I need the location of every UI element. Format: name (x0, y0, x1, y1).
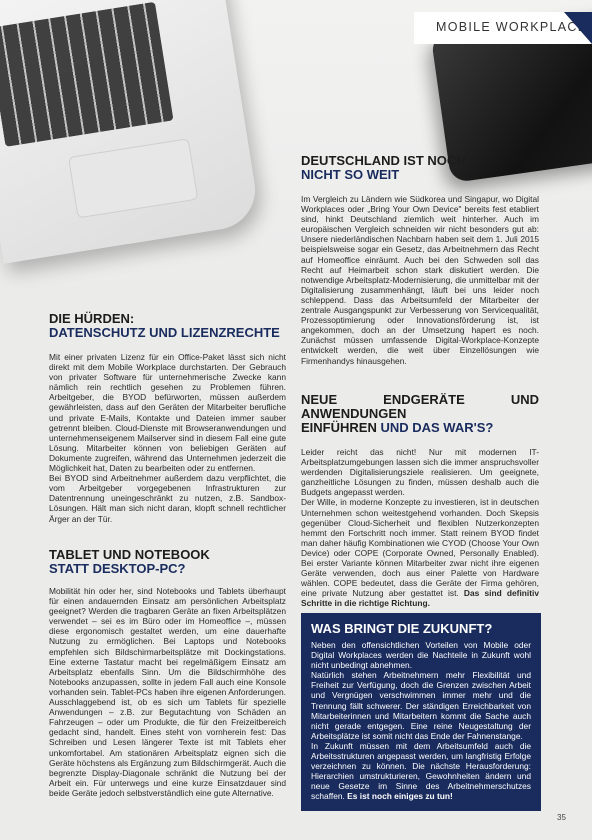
trackpad-image (68, 138, 198, 218)
header-accent-triangle (564, 12, 592, 44)
section-huerden (49, 312, 286, 524)
heading-deutschland: DEUTSCHLAND IST NOCH NICHT SO WEIT (301, 153, 466, 182)
section-endgeraete (301, 393, 539, 609)
paragraph: Mit einer privaten Lizenz für ein Office-Paket lässt sich nicht direkt mit dem Mobile Workplace durchstarten. Der Gebrauch von privater Software für unternehmerische Zwecke kann nämlich rein rechtlich gesehen zu Problemen führen. Arbeitgeber, die BYOD befürworten, müssen außerdem gewährleisten, dass auf den Geräten der Mitarbeiter berufliche und private E-Mails, Kontakte und Dateien immer sauber getrennt bleiben. Cloud-Dienste mit Browseranwendungen und unternehmenseigenem Mailserver sind in diesem Fall eine gute Lösung. Mitarbeiter können von beliebigen Geräten auf Dokumente zugreifen, während das Unternehmen jederzeit die Möglichkeit hat, Daten zu bearbeiten oder zu entfernen. (49, 352, 286, 474)
paragraph: Bei BYOD sind Arbeitnehmer außerdem dazu verpflichtet, die vom Arbeitgeber vorgegebenen Infrastrukturen zur Datentrennung uneingeschränkt zu nutzen, z.B. Sandbox-Lösungen. Hält man sich nicht daran, klopft schnell rechtlicher Ärger an der Tür. (49, 473, 286, 524)
box-paragraph: Natürlich stehen Arbeitnehmern mehr Flexibilität und Freiheit zur Verfügung, doch die Grenzen zwischen Arbeit und Vergnügen verschwimmen immer mehr und die Trennung fällt schwerer. Der ständigen Erreichbarkeit von Mitarbeiterinnen und Mitarbeitern kommt die Sache auch nicht gerade entgegen. Eine reine Neugestaltung der Arbeitsplätze ist somit nicht das Ende der Fahnenstange. (311, 670, 531, 741)
heading-huerden: DIE HÜRDEN: DATENSCHUTZ UND LIZENZRECHTE (49, 311, 280, 340)
section-tablet (49, 548, 286, 798)
box-paragraph: In Zukunft müssen mit dem Arbeitsumfeld auch die Arbeitsstrukturen angepasst werden, um langfristig Erfolge verzeichnen zu können. Die nächste Herausforderung: Hierarchien umstrukturieren, Gewohnheiten ändern und neue Gesetze im Sinne des Arbeitnehmerschutzes schaffen. Es ist noch einiges zu tun! (311, 740, 531, 802)
heading-endgeraete: NEUE ENDGERÄTE UND ANWENDUNGEN EINFÜHREN UND DAS WAR'S? (301, 392, 539, 435)
future-box (301, 613, 541, 811)
paragraph: Mobilität hin oder her, sind Notebooks und Tablets überhaupt für einen andauernden Einsatz am persönlichen Arbeitsplatz geeignet? Werden die tragbaren Geräte an fixen Arbeitsplätzen verwendet – sei es im Büro oder im Homeoffice –, müssen diese ergonomisch gestaltet werden, um eine dauerhafte Nutzung zu ermöglichen. Bei Laptops und Notebooks empfehlen sich Bildschirmarbeitsplätze mit Dockingstations. Eine externe Tastatur macht bei regelmäßigem Einsatz am Arbeitsplatz ebenfalls Sinn. Um die Bildschirmhöhe des Notebooks anzupassen, sollte in jedem Fall auch eine Konsole vorhanden sein. Tablet-PCs haben ihre eigenen Anforderungen. Ausschlaggebend ist, ob es sich um Tablets für spezielle Anwendungen – z.B. zur Begutachtung von Schäden an Fahrzeugen – oder um Produkte, die für den Freizeitbereich gedacht sind, handelt. Eines steht von vornherein fest: Das Schreiben und Lesen längerer Texte ist mit Tablets eher unkomfortabel. Am stationären Arbeitsplatz eignen sich die Geräte höchstens als Ergänzung zum Bildschirmgerät. Auch die begrenzte Display-Diagonale schränkt die Nutzung bei der Arbeit ein. Für unterwegs und eine kurze Einsatzdauer sind beide Geräte jedoch selbstverständlich eine gute Alternative. (49, 586, 286, 798)
paragraph: Leider reicht das nicht! Nur mit modernen IT-Arbeitsplatzumgebungen lassen sich die immer anspruchsvoller werdenden Digitalisierungsziele realisieren. Um geeignete, ganzheitliche Lösungen zu finden, müssen deshalb auch die Budgets angepasst werden. (301, 447, 539, 498)
heading-tablet: TABLET UND NOTEBOOK STATT DESKTOP-PC? (49, 547, 210, 576)
box-paragraph: Neben den offensichtlichen Vorteilen von Mobile oder Digital Workplaces werden die Nachteile in Zukunft wohl nicht unbedingt abnehmen. (311, 640, 531, 671)
paragraph: Im Vergleich zu Ländern wie Südkorea und Singapur, wo Digital Workplaces oder „Bring Your Own Device" bereits fest etabliert sind, hinkt Deutschland ziemlich weit hinterher. Auch im europäischen Vergleich schneiden wir nicht besonders gut ab: Unsere niederländischen Nachbarn haben seit dem 1. Juli 2015 beispielsweise sogar ein Gesetz, das Arbeitnehmern das Recht auf Homeoffice einräumt. Auch bei den Schweden soll das Recht auf Heimarbeit schon stark diskutiert werden. Die notwendige Arbeitsplatz-Modernisierung, die unmittelbar mit der Digitalisierung zusammenhängt, läuft bei uns leider noch schleppend. Dass das Arbeitsumfeld der Mitarbeiter der zentrale Ausgangspunkt zur Verbesserung von Servicequalität, Prozessoptimierung oder Innovationsförderung ist, ist angekommen, doch an der Umsetzung hapert es noch. Zunächst müssen umfassende Digital-Workplace-Konzepte entwickelt werden, die weit über Einzellösungen wie Firmenhandys hinausgehen. (301, 194, 539, 366)
laptop-image (0, 0, 261, 264)
page-number: 35 (557, 813, 566, 822)
section-title: MOBILE WORKPLACE (436, 20, 588, 34)
paragraph: Der Wille, in moderne Konzepte zu investieren, ist in deutschen Unternehmen schon weitestgehend vorhanden. Doch Skepsis gegenüber Cloud-Sicherheit und flexiblen Nutzerkonzepten hemmt den Fortschritt noch immer. Statt reinem BYOD findet man daher häufig Kombinationen wie CYOD (Choose Your Own Device) oder COPE (Corporate Owned, Personally Enabled). Bei erster Variante können Mitarbeiter zwar nicht ihre eigenen Geräte verwenden, doch aus einer Palette von Hardware wählen. COPE bedeutet, dass die Geräte der Firma gehören, eine private Nutzung aber gestattet ist. Das sind definitiv Schritte in die richtige Richtung. (301, 497, 539, 609)
box-title: WAS BRINGT DIE ZUKUNFT? (311, 621, 493, 636)
section-deutschland (301, 154, 539, 366)
keyboard-image (0, 2, 174, 147)
